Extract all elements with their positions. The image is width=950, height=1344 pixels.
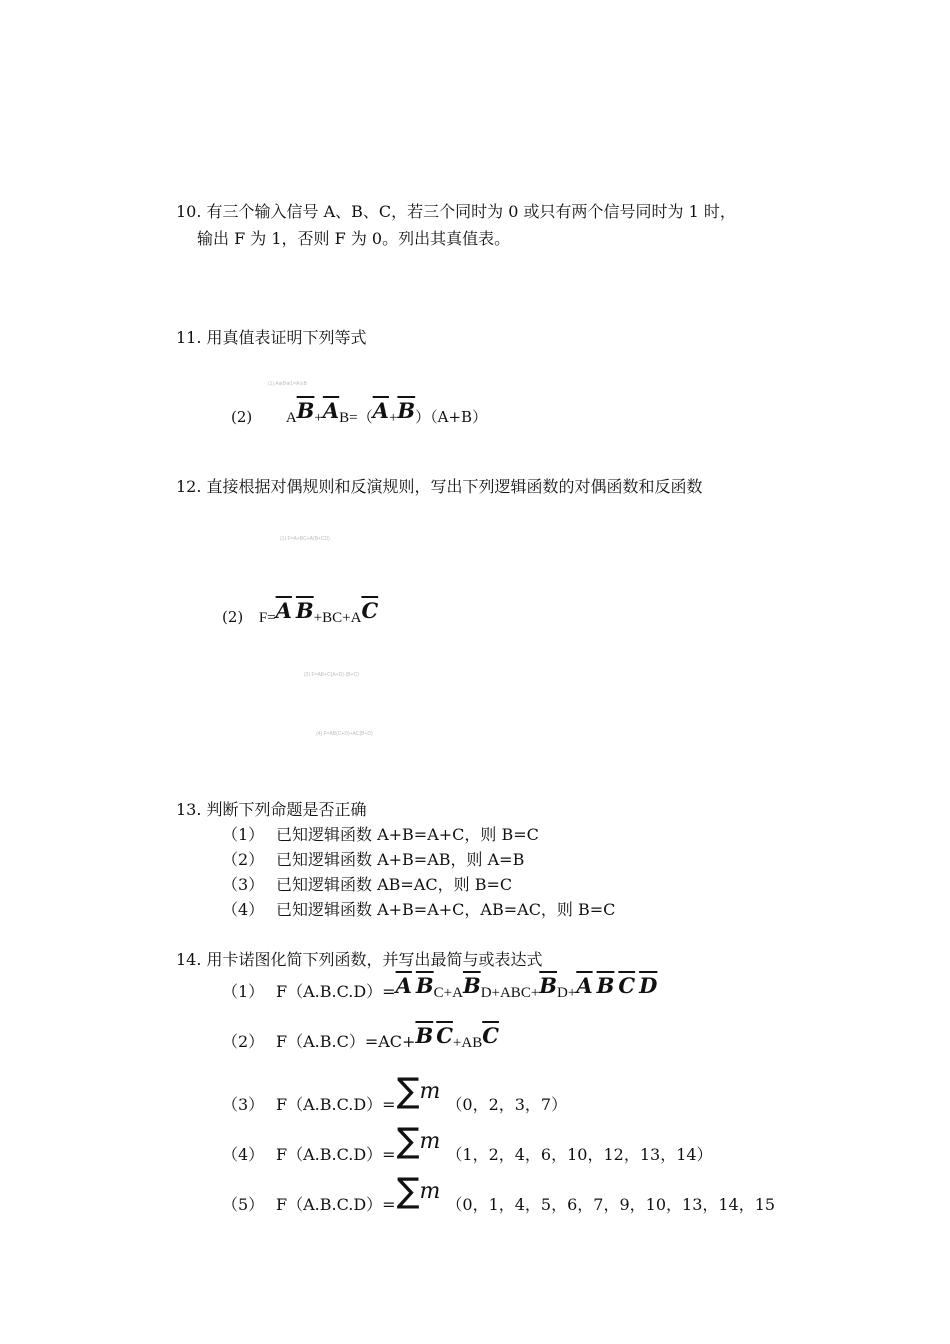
q12-cbar: $\overline{C}$ — [361, 598, 379, 623]
q11-title: 11. 用真值表证明下列等式 — [176, 328, 367, 347]
q14-i2-cbar-1: $\overline{C}$ — [436, 1023, 453, 1048]
q14-i1-t1: C+A — [433, 985, 463, 1001]
q11-item2-label: (2) — [231, 408, 253, 426]
q13-item-3 — [222, 875, 512, 895]
q14-item-3-prefix: F（A.B.C.D）= — [276, 1095, 396, 1114]
q14-item-2 — [222, 1023, 499, 1053]
q11-eq: B=（ — [339, 410, 373, 426]
q13-item-4-text: 已知逻辑函数 A+B=A+C，AB=AC，则 B=C — [276, 900, 616, 919]
q13-item-4-num: （4） — [222, 900, 265, 919]
q14-item-4-args: （1，2，4，6，10，12，13，14） — [446, 1145, 713, 1164]
q14-i5-sigma: ∑ — [396, 1171, 420, 1211]
q11-plus-1: + — [314, 410, 323, 426]
q14-i1-bbar-3: $\overline{B}$ — [539, 973, 558, 998]
q11-abar-1: $\overline{A}$ — [322, 398, 340, 423]
q14-item-3-num: （3） — [222, 1095, 265, 1114]
q14-item-2-prefix: F（A.B.C）=AC+ — [276, 1032, 416, 1051]
q11-item2 — [231, 398, 488, 428]
q13-item-1 — [222, 825, 539, 845]
q14-item-4 — [222, 1121, 713, 1165]
q13-item-4 — [222, 900, 615, 920]
q11-bbar-2: $\overline{B}$ — [397, 398, 416, 423]
q12-item2 — [222, 598, 379, 628]
q13-item-3-text: 已知逻辑函数 AB=AC，则 B=C — [276, 875, 513, 894]
q14-i1-bbar-1: $\overline{B}$ — [415, 973, 434, 998]
q14-item-5-args: （0，1，4，5，6，7，9，10，13，14，15 — [446, 1195, 776, 1214]
q14-i1-t3: D+ — [557, 985, 577, 1001]
q14-i3-m: m — [419, 1079, 441, 1104]
q11-a: A — [285, 410, 297, 426]
q12-faint-item3: (3) F=AB+C(A+D)·(B+C) — [304, 672, 359, 678]
q14-item-3 — [222, 1071, 568, 1115]
q11-abar-2: $\overline{A}$ — [372, 398, 389, 423]
q14-i1-bbar-4: $\overline{B}$ — [596, 973, 615, 998]
q11-bbar-1: $\overline{B}$ — [296, 398, 315, 423]
q12-faint-item4: (4) F=AB(C+D)+AC(B+D) — [316, 731, 373, 737]
q11-plus-2: + — [388, 410, 398, 426]
q12-prefix: F= — [258, 610, 276, 626]
q14-i1-abar-2: $\overline{A}$ — [576, 973, 593, 998]
q12-abar: $\overline{A}$ — [275, 598, 292, 623]
q14-item-2-num: （2） — [222, 1032, 265, 1051]
q13-item-1-text: 已知逻辑函数 A+B=A+C，则 B=C — [276, 825, 539, 844]
q13-item-2 — [222, 850, 524, 870]
q14-i3-sigma: ∑ — [396, 1071, 420, 1111]
q12-mid: +BC+A — [313, 610, 362, 626]
q12-faint-item1: (1) F=A+BC+A(B+CD) — [280, 536, 330, 542]
q14-i5-m: m — [419, 1179, 441, 1204]
q11-tail: ）（A+B） — [415, 408, 488, 426]
q13-item-2-text: 已知逻辑函数 A+B=AB，则 A=B — [276, 850, 525, 869]
q10-line1: 10. 有三个输入信号 A、B、C，若三个同时为 0 或只有两个信号同时为 1 时， — [176, 202, 736, 221]
q11-faint-item1: (1) A⊕B⊕1=A⊙B — [268, 381, 307, 387]
q14-item-1-prefix: F（A.B.C.D）= — [276, 982, 396, 1001]
q14-item-5 — [222, 1171, 776, 1215]
q14-item-1 — [222, 973, 658, 1003]
q14-i1-abar-1: $\overline{A}$ — [395, 973, 412, 998]
q14-i1-cbar: $\overline{C}$ — [618, 973, 636, 998]
q14-i2-bbar: $\overline{B}$ — [415, 1023, 434, 1048]
q14-item-4-num: （4） — [222, 1145, 265, 1164]
q14-i2-cbar-2: $\overline{C}$ — [482, 1023, 499, 1048]
q14-item-1-num: （1） — [222, 982, 265, 1001]
q14-item-5-prefix: F（A.B.C.D）= — [276, 1195, 396, 1214]
q14-i4-m: m — [419, 1129, 441, 1154]
q12-title: 12. 直接根据对偶规则和反演规则，写出下列逻辑函数的对偶函数和反函数 — [176, 477, 703, 496]
q10-line2: 输出 F 为 1，否则 F 为 0。列出其真值表。 — [197, 229, 511, 248]
q14-i2-t1: +AB — [452, 1035, 483, 1051]
q14-i1-t2: D+ABC+ — [480, 985, 540, 1001]
q14-item-4-prefix: F（A.B.C.D）= — [276, 1145, 396, 1164]
q14-title: 14. 用卡诺图化简下列函数，并写出最简与或表达式 — [176, 950, 543, 969]
q14-i1-bbar-2: $\overline{B}$ — [462, 973, 481, 998]
q14-i4-sigma: ∑ — [396, 1121, 420, 1161]
q12-item2-label: (2) — [222, 608, 244, 626]
q14-i1-dbar: $\overline{D}$ — [639, 973, 658, 998]
q12-bbar: $\overline{B}$ — [295, 598, 314, 623]
q14-item-5-num: （5） — [222, 1195, 265, 1214]
q13-item-2-num: （2） — [222, 850, 265, 869]
q13-item-1-num: （1） — [222, 825, 265, 844]
q14-item-3-args: （0，2，3，7） — [446, 1095, 568, 1114]
q13-item-3-num: （3） — [222, 875, 265, 894]
q13-title: 13. 判断下列命题是否正确 — [176, 800, 367, 819]
